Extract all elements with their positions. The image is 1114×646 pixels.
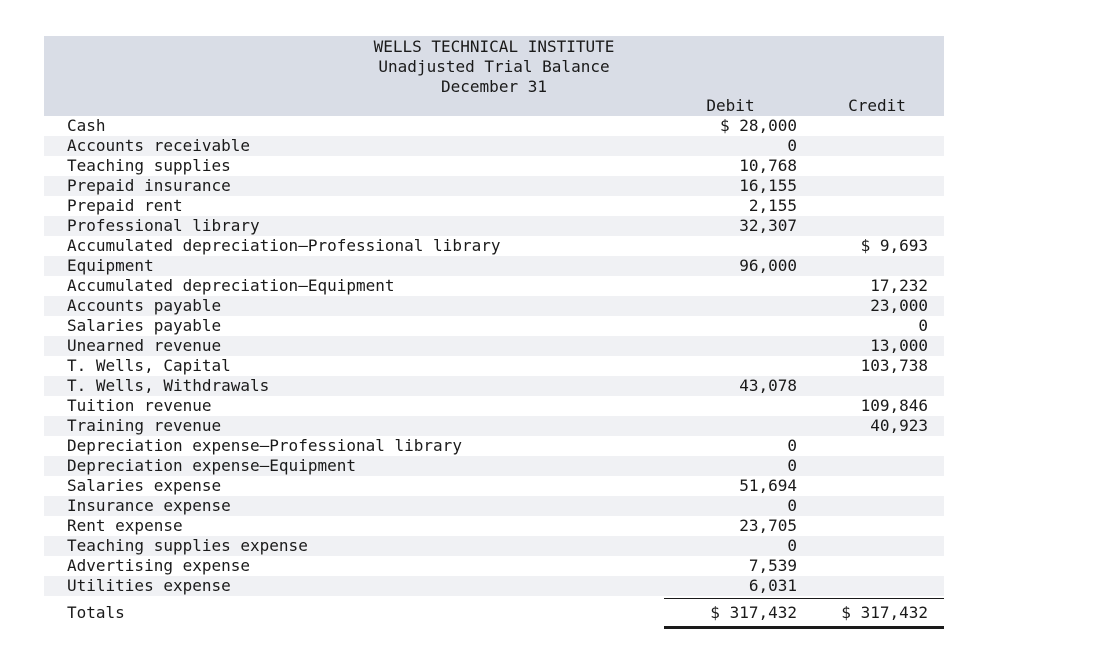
account-name: T. Wells, Capital	[67, 356, 231, 375]
table-row	[44, 436, 944, 456]
account-name: Professional library	[67, 216, 260, 235]
debit-value: 0	[787, 496, 797, 515]
debit-column-header: Debit	[706, 96, 755, 115]
account-name: Tuition revenue	[67, 396, 212, 415]
account-name: Unearned revenue	[67, 336, 222, 355]
account-name: Accumulated depreciation—Professional library	[67, 236, 501, 255]
account-name: Equipment	[67, 256, 154, 275]
table-row	[44, 116, 944, 136]
debit-value: 51,694	[739, 476, 797, 495]
table-row	[44, 196, 944, 216]
account-name: Utilities expense	[67, 576, 231, 595]
report-date: December 31	[441, 77, 547, 96]
table-row	[44, 276, 944, 296]
account-name: Teaching supplies	[67, 156, 231, 175]
table-row	[44, 376, 944, 396]
table-row	[44, 476, 944, 496]
totals-single-rule	[664, 598, 944, 599]
account-name: Prepaid insurance	[67, 176, 231, 195]
debit-value: 10,768	[739, 156, 797, 175]
table-row	[44, 416, 944, 436]
account-name: Cash	[67, 116, 106, 135]
debit-value: 6,031	[748, 576, 797, 595]
account-name: Rent expense	[67, 516, 183, 535]
table-row	[44, 556, 944, 576]
table-row	[44, 256, 944, 276]
table-row	[44, 576, 944, 596]
debit-value: 32,307	[739, 216, 797, 235]
account-name: Training revenue	[67, 416, 222, 435]
account-name: Salaries expense	[67, 476, 222, 495]
account-name: Prepaid rent	[67, 196, 183, 215]
account-name: Teaching supplies expense	[67, 536, 308, 555]
debit-value: 96,000	[739, 256, 797, 275]
account-name: T. Wells, Withdrawals	[67, 376, 270, 395]
debit-value: 16,155	[739, 176, 797, 195]
debit-value: 7,539	[748, 556, 797, 575]
table-row	[44, 136, 944, 156]
table-row	[44, 396, 944, 416]
debit-value: $ 28,000	[719, 116, 797, 135]
debit-value: 0	[787, 436, 797, 455]
table-row	[44, 336, 944, 356]
table-row	[44, 456, 944, 476]
table-row	[44, 296, 944, 316]
debit-value: 23,705	[739, 516, 797, 535]
table-row	[44, 516, 944, 536]
totals-debit: $ 317,432	[710, 603, 797, 622]
report-title-block	[294, 37, 694, 97]
account-name: Depreciation expense—Equipment	[67, 456, 356, 475]
credit-value: 40,923	[870, 416, 928, 435]
credit-value: 23,000	[870, 296, 928, 315]
credit-value: 17,232	[870, 276, 928, 295]
table-row	[44, 496, 944, 516]
debit-value: 0	[787, 536, 797, 555]
table-row	[44, 176, 944, 196]
table-row	[44, 236, 944, 256]
table-row	[44, 316, 944, 336]
debit-value: 0	[787, 456, 797, 475]
totals-label: Totals	[67, 603, 125, 622]
totals-row	[44, 602, 944, 624]
report-name: Unadjusted Trial Balance	[378, 57, 610, 76]
table-row	[44, 216, 944, 236]
account-name: Insurance expense	[67, 496, 231, 515]
company-name: WELLS TECHNICAL INSTITUTE	[373, 37, 615, 56]
debit-value: 0	[787, 136, 797, 155]
account-name: Accumulated depreciation—Equipment	[67, 276, 395, 295]
account-name: Advertising expense	[67, 556, 251, 575]
credit-value: 0	[918, 316, 928, 335]
credit-value: 103,738	[860, 356, 928, 375]
totals-double-rule	[664, 626, 944, 629]
credit-value: 109,846	[860, 396, 928, 415]
account-name: Salaries payable	[67, 316, 222, 335]
debit-value: 43,078	[739, 376, 797, 395]
account-name: Accounts payable	[67, 296, 222, 315]
trial-balance-rows	[44, 116, 944, 596]
table-row	[44, 356, 944, 376]
totals-credit: $ 317,432	[841, 603, 928, 622]
debit-value: 2,155	[748, 196, 797, 215]
account-name: Depreciation expense—Professional library	[67, 436, 462, 455]
account-name: Accounts receivable	[67, 136, 251, 155]
credit-value: $ 9,693	[860, 236, 928, 255]
table-row	[44, 536, 944, 556]
table-row	[44, 156, 944, 176]
credit-value: 13,000	[870, 336, 928, 355]
credit-column-header: Credit	[848, 96, 906, 115]
